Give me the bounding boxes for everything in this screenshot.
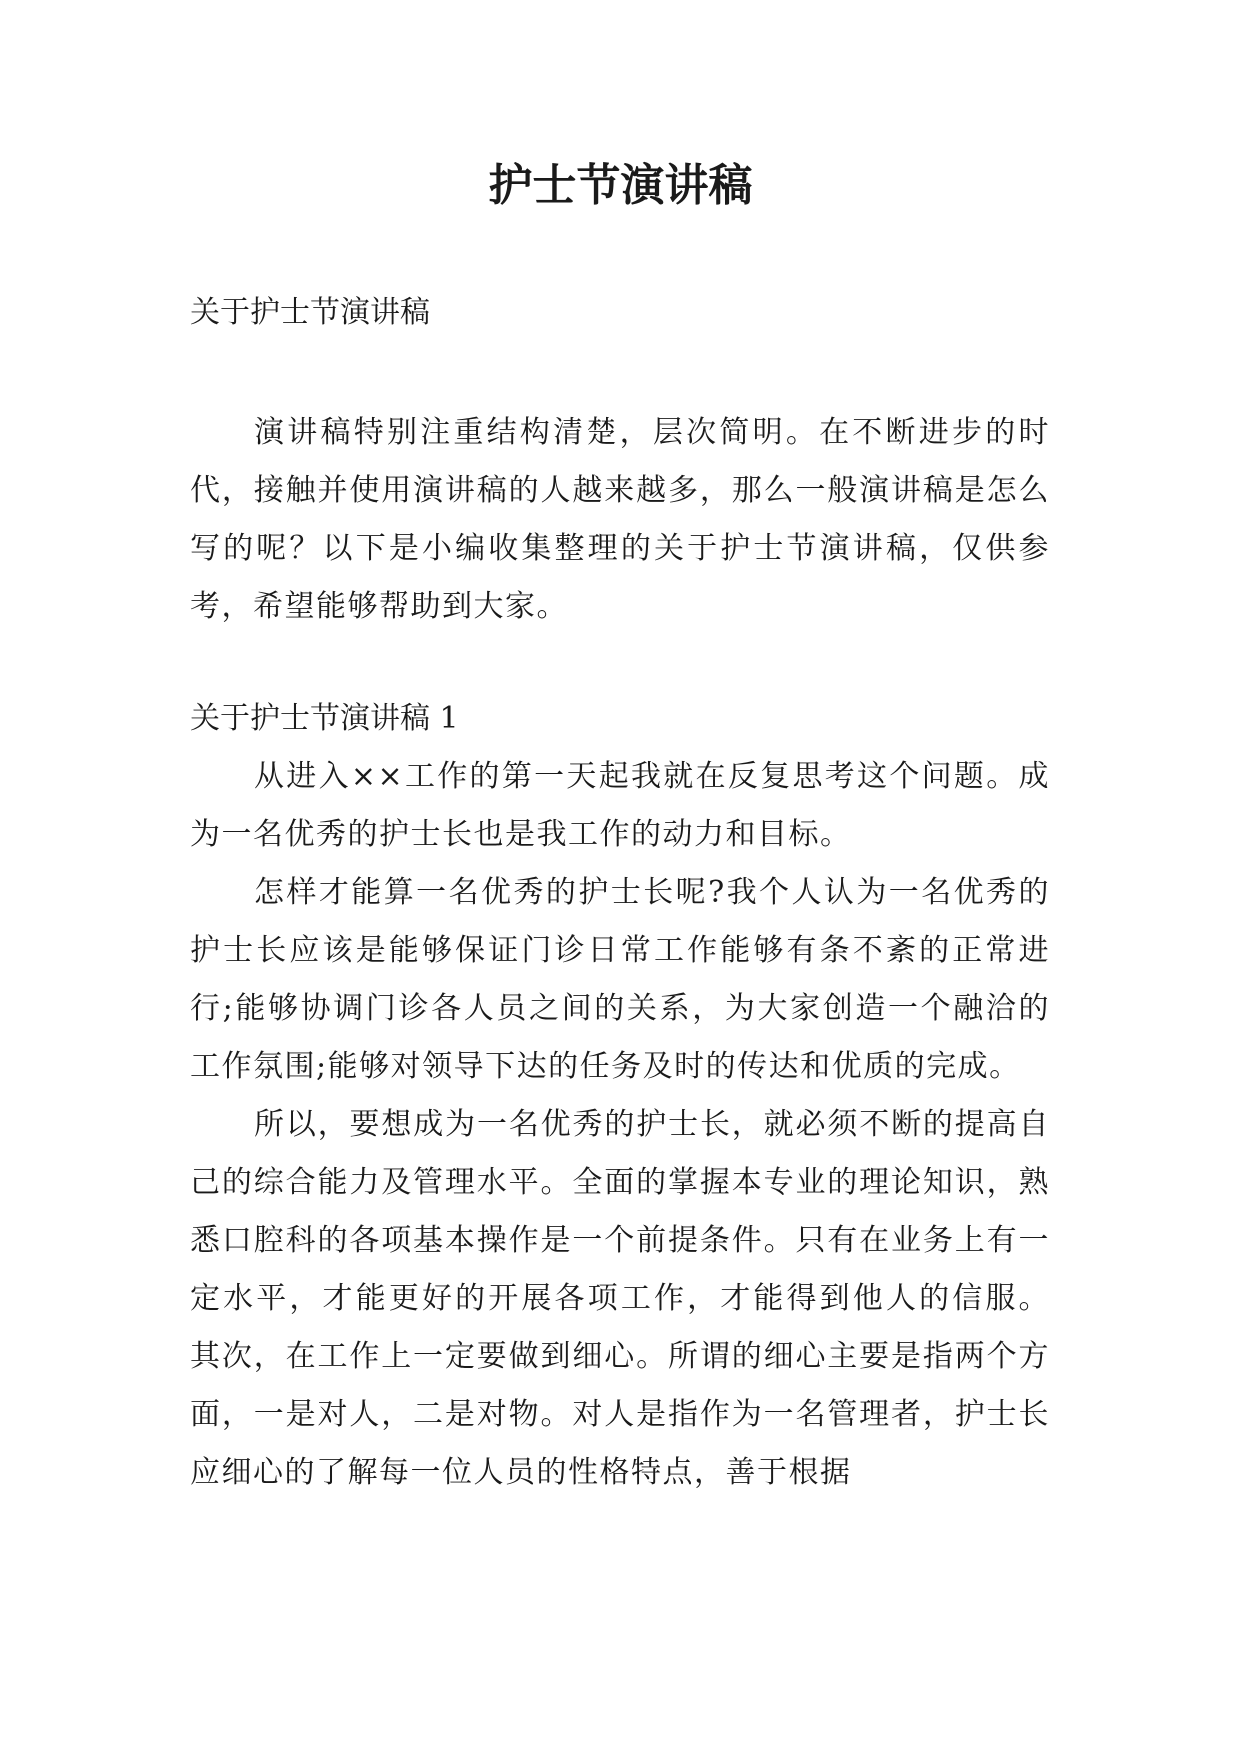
section-heading: 关于护士节演讲稿 1 xyxy=(190,701,459,736)
body-paragraph: 从进入××工作的第一天起我就在反复思考这个问题。成为一名优秀的护士长也是我工作的动力和目标。 xyxy=(190,759,1050,852)
document-title: 护士节演讲稿 xyxy=(488,160,753,211)
intro-paragraph: 演讲稿特别注重结构清楚，层次简明。在不断进步的时代，接触并使用演讲稿的人越来越多，那么一般演讲稿是怎么写的呢？以下是小编收集整理的关于护士节演讲稿，仅供参考，希望能够帮助到大家。 xyxy=(190,415,1050,624)
body-paragraph: 所以，要想成为一名优秀的护士长，就必须不断的提高自己的综合能力及管理水平。全面的掌握本专业的理论知识，熟悉口腔科的各项基本操作是一个前提条件。只有在业务上有一定水平，才能更好的开展各项工作，才能得到他人的信服。 其次，在工作上一定要做到细心。所谓的细心主要是指两个方面，一是对人，二是对物。对人是指作为一名管理者，护士长应细心的了解每一位人员的性格特点，善于根据 xyxy=(190,1107,1050,1490)
document-subtitle: 关于护士节演讲稿 xyxy=(190,295,430,330)
section-body xyxy=(190,748,1050,1502)
body-paragraph: 怎样才能算一名优秀的护士长呢?我个人认为一名优秀的护士长应该是能够保证门诊日常工作能够有条不紊的正常进行;能够协调门诊各人员之间的关系，为大家创造一个融洽的工作氛围;能够对领导下达的任务及时的传达和优质的完成。 xyxy=(190,875,1050,1084)
